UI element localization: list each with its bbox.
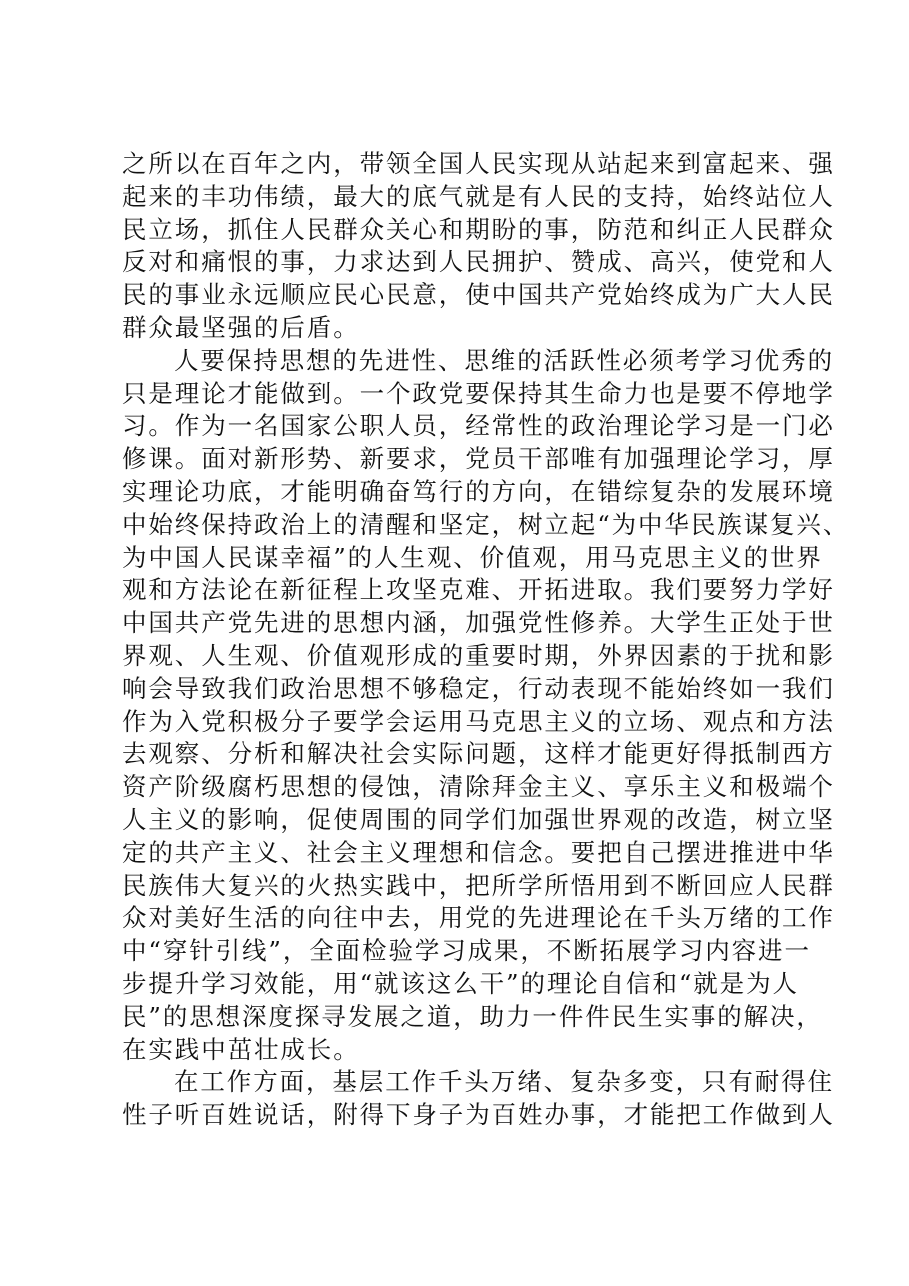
text-line: 实理论功底，才能明确奋笃行的方向，在错综复杂的发展环境 xyxy=(122,476,835,506)
text-line: 响会导致我们政治思想不够稳定，行动表现不能始终如一我们 xyxy=(122,673,835,703)
paragraph xyxy=(122,148,835,345)
text-line: 之所以在百年之内，带领全国人民实现从站起来到富起来、强 xyxy=(122,149,835,178)
text-line: 作为入党积极分子要学会运用马克思主义的立场、观点和方法 xyxy=(122,706,835,736)
text-line: 观和方法论在新征程上攻坚克难、开拓进取。我们要努力学好 xyxy=(122,575,835,605)
text-line: 性子听百姓说话，附得下身子为百姓办事，才能把工作做到人 xyxy=(122,1100,835,1130)
text-line: 起来的丰功伟绩，最大的底气就是有人民的支持，始终站位人 xyxy=(122,181,835,211)
text-line: 中“穿针引线”，全面检验学习成果，不断拓展学习内容进一 xyxy=(122,936,811,966)
text-line: 资产阶级腐朽思想的侵蚀，清除拜金主义、享乐主义和极端个 xyxy=(122,772,835,802)
text-line: 去观察、分析和解决社会实际问题，这样才能更好得抵制西方 xyxy=(122,739,835,769)
text-line: 人主义的影响，促使周围的同学们加强世界观的改造，树立坚 xyxy=(122,804,835,834)
text-line: 人要保持思想的先进性、思维的活跃性必须考学习优秀的 xyxy=(174,345,834,375)
text-line: 定的共产主义、社会主义理想和信念。要把自己摆进推进中华 xyxy=(122,837,835,867)
text-line: 界观、人生观、价值观形成的重要时期，外界因素的于扰和影 xyxy=(122,640,835,670)
text-line: 民族伟大复兴的火热实践中，把所学所悟用到不断回应人民群 xyxy=(122,870,835,900)
text-line: 民”的思想深度探寻发展之道，助力一件件民生实事的解决， xyxy=(122,1001,823,1031)
text-line: 在实践中茁壮成长。 xyxy=(122,1034,360,1064)
paragraph xyxy=(122,1066,835,1132)
text-line: 众对美好生活的向往中去，用党的先进理论在千头万绪的工作 xyxy=(122,903,835,933)
text-line: 反对和痛恨的事，力求达到人民拥护、赞成、高兴，使党和人 xyxy=(122,247,835,277)
text-line: 为中国人民谋幸福”的人生观、价值观，用马克思主义的世界 xyxy=(122,542,823,572)
text-line: 群众最坚强的后盾。 xyxy=(122,312,360,342)
text-line: 在工作方面，基层工作千头万绪、复杂多变，只有耐得住 xyxy=(174,1067,834,1097)
text-line: 习。作为一名国家公职人员，经常性的政治理论学习是一门必 xyxy=(122,411,835,441)
text-line: 只是理论才能做到。一个政党要保持其生命力也是要不停地学 xyxy=(122,378,835,408)
text-line: 民立场，抓住人民群众关心和期盼的事，防范和纠正人民群众 xyxy=(122,214,835,244)
text-line: 中国共产党先进的思想内涵，加强党性修养。大学生正处于世 xyxy=(122,608,835,638)
paragraph xyxy=(122,345,850,1067)
text-line: 民的事业永远顺应民心民意，使中国共产党始终成为广大人民 xyxy=(122,280,835,310)
text-line: 修课。面对新形势、新要求，党员干部唯有加强理论学习，厚 xyxy=(122,444,835,474)
text-line: 步提升学习效能，用“就该这么干”的理论自信和“就是为人 xyxy=(122,968,799,998)
document-body xyxy=(122,148,850,1132)
text-line: 中始终保持政治上的清醒和坚定，树立起“为中华民族谋复兴、 xyxy=(122,509,850,539)
